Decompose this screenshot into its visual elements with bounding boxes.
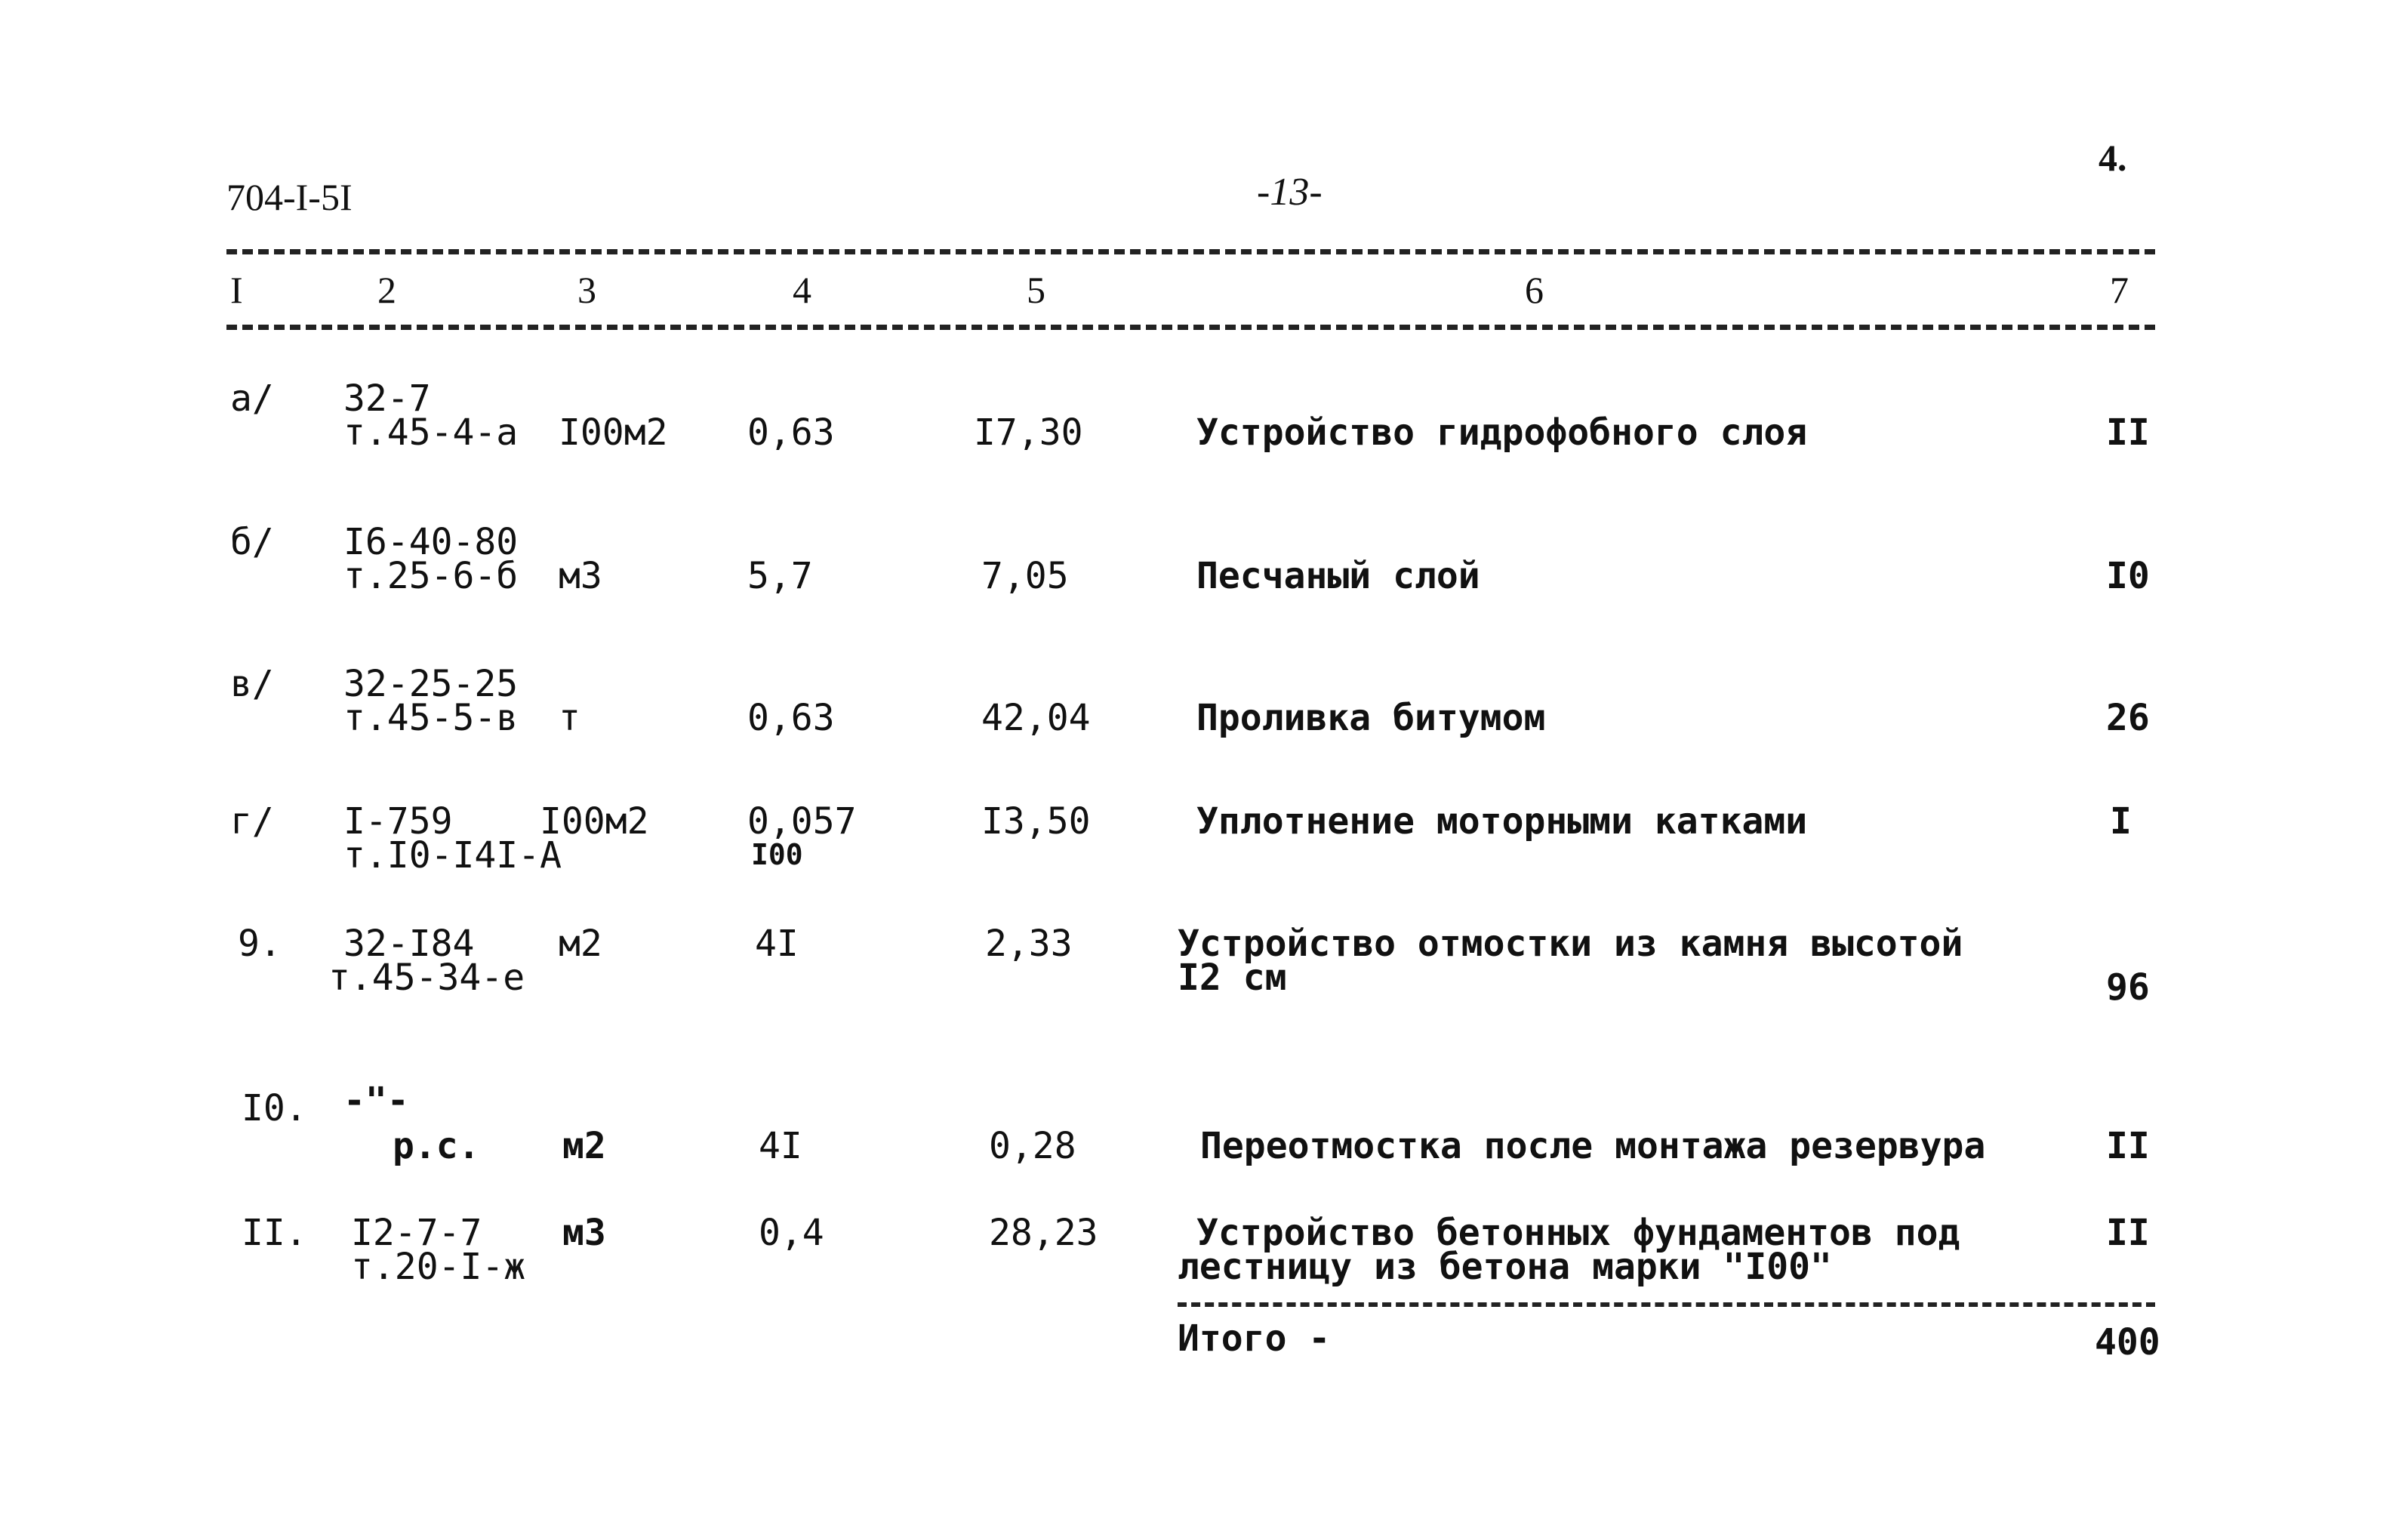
quantity: 4I xyxy=(759,1125,802,1167)
table-reference: т.I0-I4I-А xyxy=(343,834,562,877)
header-bottom-rule xyxy=(226,325,2155,330)
total-label: Итого - xyxy=(1178,1317,1331,1360)
row-number: в/ xyxy=(230,663,274,705)
column-header-2: 2 xyxy=(377,269,396,311)
quantity: 0,63 xyxy=(747,697,835,739)
table-reference: т.45-34-е xyxy=(328,957,525,999)
column-header-4: 4 xyxy=(793,269,811,311)
page-number: -13- xyxy=(1257,171,1323,214)
norm-code: I6-40-80 xyxy=(343,521,519,563)
quantity-unit: I00 xyxy=(751,838,803,871)
unit: I00м2 xyxy=(540,800,649,843)
unit-price: 28,23 xyxy=(989,1212,1098,1254)
row-total: II xyxy=(2106,1212,2150,1254)
work-description: Переотмостка после монтажа резервура xyxy=(1200,1125,1986,1167)
unit: т xyxy=(559,697,580,739)
table-reference: т.25-6-б xyxy=(343,555,519,597)
quantity: 0,4 xyxy=(759,1212,824,1254)
unit-price: I3,50 xyxy=(981,800,1091,843)
row-number: б/ xyxy=(230,521,274,563)
work-description: Уплотнение моторными катками xyxy=(1196,800,1808,843)
norm-code: I2-7-7 xyxy=(351,1212,482,1254)
column-header-7: 7 xyxy=(2110,269,2129,311)
table-reference: т.45-4-а xyxy=(343,411,519,454)
table-reference: р.с. xyxy=(393,1125,480,1167)
row-total: I0 xyxy=(2106,555,2150,597)
quantity: 0,63 xyxy=(747,411,835,454)
total-value: 400 xyxy=(2095,1321,2160,1363)
unit-price: 42,04 xyxy=(981,697,1091,739)
work-description-cont: I2 см xyxy=(1178,957,1287,999)
row-total: I xyxy=(2110,800,2132,843)
document-code: 704-I-5I xyxy=(226,176,353,218)
unit: м3 xyxy=(559,555,602,597)
row-number: 9. xyxy=(238,923,282,965)
row-total: II xyxy=(2106,411,2150,454)
unit-price: 2,33 xyxy=(985,923,1073,965)
row-number: I0. xyxy=(242,1087,307,1129)
norm-code: 32-7 xyxy=(343,377,431,420)
work-description: Устройство бетонных фундаментов под xyxy=(1196,1212,1960,1254)
quantity: 4I xyxy=(755,923,799,965)
quantity: 0,057 xyxy=(747,800,857,843)
work-description-cont: лестницу из бетона марки "I00" xyxy=(1178,1246,1832,1288)
work-description: Устройство отмостки из камня высотой xyxy=(1178,923,1963,965)
work-description: Устройство гидрофобного слоя xyxy=(1196,411,1808,454)
norm-code: 32-25-25 xyxy=(343,663,519,705)
unit-price: 0,28 xyxy=(989,1125,1076,1167)
unit: м2 xyxy=(562,1125,606,1167)
unit: I00м2 xyxy=(559,411,668,454)
row-number: г/ xyxy=(230,800,274,843)
quantity: 5,7 xyxy=(747,555,813,597)
column-header-5: 5 xyxy=(1027,269,1045,311)
norm-code: I-759 xyxy=(343,800,453,843)
work-description: Песчаный слой xyxy=(1196,555,1480,597)
unit-price: I7,30 xyxy=(974,411,1083,454)
column-header-3: 3 xyxy=(577,269,596,311)
row-total: II xyxy=(2106,1125,2150,1167)
header-top-rule xyxy=(226,249,2155,254)
column-header-6: 6 xyxy=(1525,269,1544,311)
ditto-mark: -"- xyxy=(343,1080,409,1122)
column-header-1: I xyxy=(230,269,243,311)
row-number: а/ xyxy=(230,377,274,420)
row-total: 26 xyxy=(2106,697,2150,739)
table-reference: т.45-5-в xyxy=(343,697,519,739)
total-rule xyxy=(1178,1302,2155,1307)
work-description: Проливка битумом xyxy=(1196,697,1546,739)
table-reference: т.20-I-ж xyxy=(351,1246,526,1288)
sheet-number: 4. xyxy=(2099,137,2127,179)
norm-code: 32-I84 xyxy=(343,923,475,965)
unit: м3 xyxy=(562,1212,606,1254)
unit: м2 xyxy=(559,923,602,965)
row-number: II. xyxy=(242,1212,307,1254)
row-total: 96 xyxy=(2106,966,2150,1009)
unit-price: 7,05 xyxy=(981,555,1069,597)
